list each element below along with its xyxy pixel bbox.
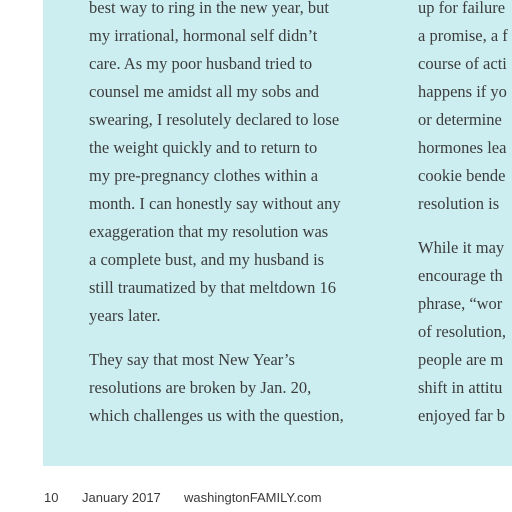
left-p1-line-6: the weight quickly and to return to xyxy=(89,138,318,157)
left-p1-line-10: a complete bust, and my husband is xyxy=(89,250,325,269)
right-p1-line-4: happens if yo xyxy=(418,82,507,101)
footer-site-name: washingtonFAMILY.com xyxy=(184,490,322,505)
left-p1-line-12: years later. xyxy=(89,306,161,325)
left-p1-line-5: swearing, I resolutely declared to lose xyxy=(89,110,340,129)
right-p1-line-7: cookie bende xyxy=(418,166,506,185)
left-p1-line-2: my irrational, hormonal self didn’t xyxy=(89,26,318,45)
left-p1-line-3: care. As my poor husband tried to xyxy=(89,54,313,73)
left-p1-line-8: month. I can honestly say without any xyxy=(89,194,341,213)
right-p2-line-5: people are m xyxy=(418,350,504,369)
left-p2-line-3: which challenges us with the question, xyxy=(89,406,344,425)
footer-issue-date: January 2017 xyxy=(82,490,161,505)
left-p1-line-7: my pre-pregnancy clothes within a xyxy=(89,166,319,185)
right-p1-line-8: resolution is xyxy=(418,194,500,213)
right-p1-line-5: or determine xyxy=(418,110,502,129)
right-p2-line-1: While it may xyxy=(418,238,505,257)
right-p1-line-1: up for failure xyxy=(418,0,506,17)
right-p2-line-3: phrase, “wor xyxy=(418,294,503,313)
left-p1-line-4: counsel me amidst all my sobs and xyxy=(89,82,320,101)
right-p2-line-4: of resolution, xyxy=(418,322,506,341)
right-p1-line-2: a promise, a f xyxy=(418,26,508,45)
right-p1-line-3: course of acti xyxy=(418,54,507,73)
right-p2-line-7: enjoyed far b xyxy=(418,406,506,425)
left-p1-line-1: best way to ring in the new year, but xyxy=(89,0,329,17)
left-p1-line-11: still traumatized by that meltdown 16 xyxy=(89,278,336,297)
right-p2-line-2: encourage th xyxy=(418,266,503,285)
right-p2-line-6: shift in attitu xyxy=(418,378,503,397)
footer-page-number: 10 xyxy=(44,490,59,505)
left-p1-line-9: exaggeration that my resolution was xyxy=(89,222,329,241)
left-p2-line-2: resolutions are broken by Jan. 20, xyxy=(89,378,312,397)
right-p1-line-6: hormones lea xyxy=(418,138,507,157)
left-p2-line-1: They say that most New Year’s xyxy=(89,350,295,369)
